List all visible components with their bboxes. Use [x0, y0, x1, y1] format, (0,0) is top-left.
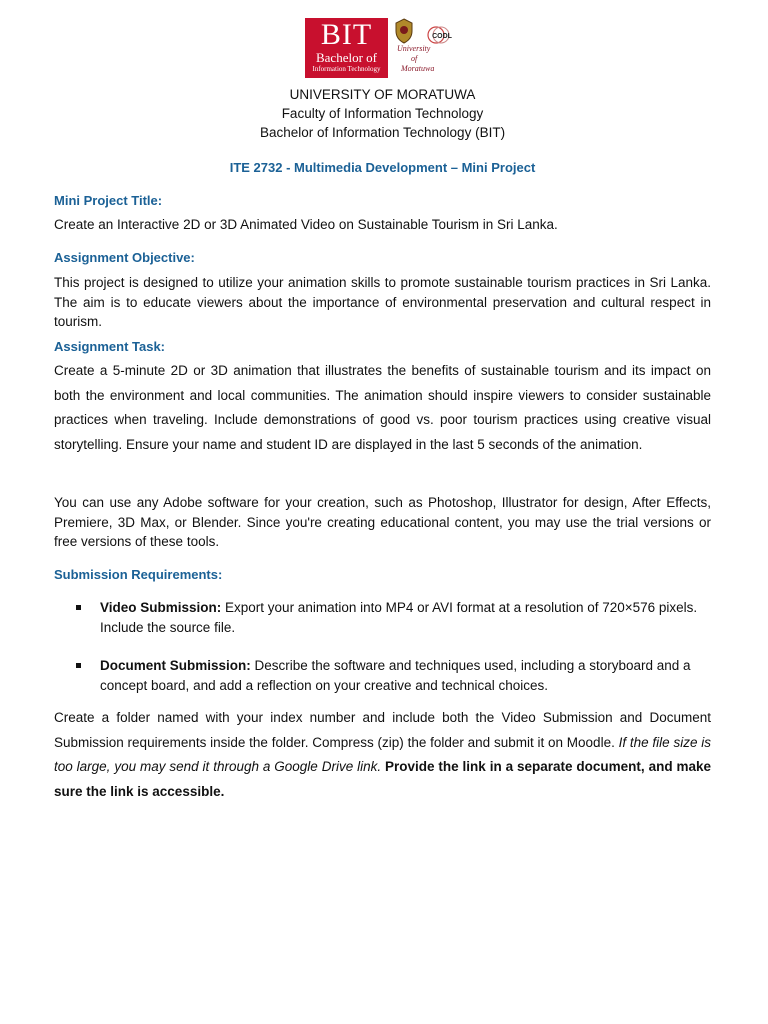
bit-logo: [305, 18, 388, 78]
bit-logo-subtitle: Bachelor of: [315, 50, 377, 65]
degree-name: Bachelor of Information Technology (BIT): [259, 125, 506, 140]
course-title: ITE 2732 - Multimedia Development – Mini Project: [229, 160, 536, 175]
video-submission-label: Video Submission:: [100, 600, 222, 615]
codl-logo: [426, 23, 458, 47]
list-item: [76, 598, 711, 637]
task-heading: Assignment Task:: [54, 339, 166, 354]
uom-logo-line2: of: [411, 54, 418, 63]
mini-project-title-text: Create an Interactive 2D or 3D Animated Video on Sustainable Tourism in Sri Lanka.: [54, 217, 558, 232]
faculty-name: Faculty of Information Technology: [281, 106, 484, 121]
bullet-icon: [76, 605, 81, 610]
uom-logo-line3: Moratuwa: [401, 64, 435, 73]
list-item: [76, 656, 711, 695]
bit-logo-caption: Information Technology: [312, 65, 381, 73]
final-text: Create a folder named with your index number and include both the Video Submission and Document Submission requirements inside the folder. Compress (zip) the folder and submit it on Moodle.: [54, 710, 711, 750]
final-italic-text: If the file size is too large, you may send it through a Google Drive link.: [54, 734, 711, 774]
document-submission-label: Document Submission:: [100, 658, 251, 673]
university-crest-icon: [394, 18, 414, 44]
codl-logo-text: CODL: [432, 33, 452, 40]
objective-text: This project is designed to utilize your animation skills to promote sustainable tourism practices in Sri Lanka. The aim is to educate viewers about the importance of environmental preservation and cultural respect in tourism.: [54, 275, 711, 329]
video-submission-text: Export your animation into MP4 or AVI format at a resolution of 720×576 pixels. Include the source file.: [100, 600, 698, 635]
bullet-icon: [76, 663, 81, 668]
uom-logo: [397, 44, 457, 78]
mini-project-title-heading: Mini Project Title:: [54, 193, 163, 208]
uom-logo-line1: University: [397, 44, 431, 53]
final-bold-text: Provide the link in a separate document, and make sure the link is accessible.: [54, 759, 711, 799]
final-instructions: [54, 706, 711, 804]
bit-logo-title: BIT: [320, 18, 373, 51]
document-submission-text: Describe the software and techniques used, including a storyboard and a concept board, and add a reflection on your creative and technical choices.: [100, 658, 691, 693]
software-text: You can use any Adobe software for your creation, such as Photoshop, Illustrator for design, After Effects, Premiere, 3D Max, or Blender. Since you're creating educational content, you may use the trial versions or free versions of these tools.: [54, 495, 711, 549]
university-name: UNIVERSITY OF MORATUWA: [289, 87, 476, 102]
submission-heading: Submission Requirements:: [54, 567, 223, 582]
objective-heading: Assignment Objective:: [54, 250, 195, 265]
header-logos: [305, 18, 465, 78]
task-text: Create a 5-minute 2D or 3D animation that illustrates the benefits of sustainable tourism and its impact on both the environment and local communities. The animation should inspire viewers to consider sustainable practices when traveling. Include demonstrations of good vs. poor tourism practices using creative visual storytelling. Ensure your name and student ID are displayed in the last 5 seconds of the animation.: [54, 363, 711, 452]
